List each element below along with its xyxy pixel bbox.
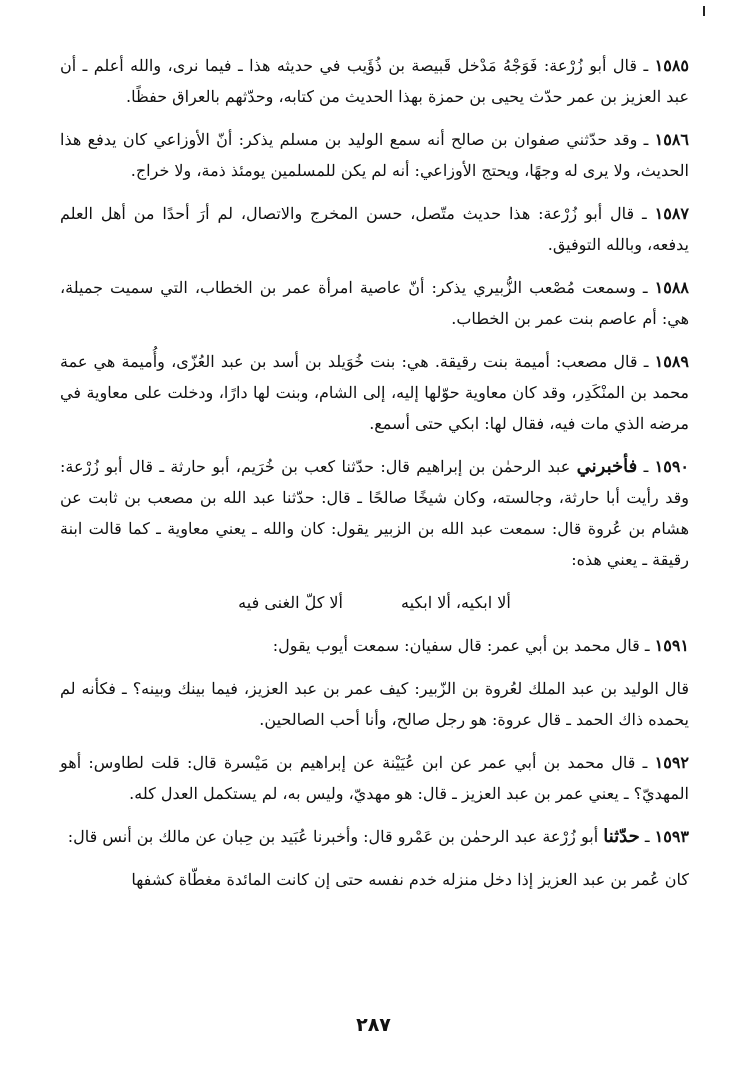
- paragraph-1588: [60, 272, 689, 334]
- paragraph-lead-word: فأخبرني: [576, 456, 638, 477]
- paragraph-text: ـ قال محمد بن أبي عمر عن ابن عُيَيْنة عن إبراهيم بن مَيْسرة قال: قلت لطاوس: أهو المهديّ؟ ـ يعني عمر بن عبد العزيز ـ قال: هو مهديّ، وليس به، لم يستكمل العدل كله.: [60, 753, 689, 803]
- paragraph-number: ١٥٨٥: [654, 56, 689, 75]
- paragraph-number: ١٥٩١: [654, 636, 689, 655]
- paragraph-1585: [60, 50, 689, 112]
- paragraph-1589: [60, 346, 689, 439]
- paragraph-text: ـ وقد حدّثني صفوان بن صالح أنه سمع الوليد بن مسلم يذكر: أنّ الأوزاعي كان يدفع هذا الحديث، ولا يرى له وجهًا، ويحتج الأوزاعي: أنه لم يكن للمسلمين يومئذ ذمة، ولا خراج.: [60, 130, 689, 180]
- page-content: [60, 50, 689, 907]
- paragraph-1587: [60, 198, 689, 260]
- quote-1593: كان عُمر بن عبد العزيز إذا دخل منزله خدم نفسه حتى إن كانت المائدة مغطّاة كشفها: [131, 870, 689, 889]
- poem-verse: [60, 587, 689, 618]
- paragraph-number: ١٥٨٦: [654, 130, 689, 149]
- paragraph-text: ـ وسمعت مُصْعب الزُّبيري يذكر: أنّ عاصية امرأة عمر بن الخطاب، التي سميت جميلة، هي: أم عاصم بنت عمر بن الخطاب.: [60, 278, 689, 328]
- paragraph-text: ـ قال أبو زُرْعة: فَوَجْهُ مَدْخل قَبيصة بن ذُؤَيب في حديثه هذا ـ فيما نرى، والله أعلم ـ أن عبد العزيز بن عمر حدّث يحيى بن حمزة بهذا الحديث من كتابه، وحدّثهم بالعراق حفظًا.: [60, 56, 689, 106]
- verse-first-hemistich: ألا ابكيه، ألا ابكيه: [401, 593, 511, 612]
- paragraph-1590: ١٥٩٠ ـ فأخبرني عبد الرحمٰن بن إبراهيم قال: حدّثنا كعب بن خُرَيم، أبو حارثة ـ قال أبو زُرْعة: وقد رأيت أبا حارثة، وجالسته، وكان شيخًا صالحًا ـ قال: حدّثنا عبد الله بن مصعب بن ثابت عن هشام بن عُروة قال: سمعت عبد الله بن الزبير يقول: كان والله ـ يعني معاوية ـ كما قالت ابنة رقيقة ـ يعني هذه:: [60, 456, 689, 569]
- verse-second-hemistich: ألا كلّ الغنى فيه: [238, 593, 343, 612]
- paragraph-number: ١٥٩٠: [654, 457, 689, 476]
- paragraph-1592: [60, 747, 689, 809]
- paragraph-text: ـ قال محمد بن أبي عمر: قال سفيان: سمعت أيوب يقول:: [272, 636, 655, 655]
- paragraph-text: ـ قال مصعب: أميمة بنت رقيقة. هي: بنت خُوَيلد بن أسد بن عبد العُزّى، وأُميمة هي عمة محمد بن المنْكَدِر، وقد كان معاوية حوّلها إليه، إلى الشام، وبنت لها دارًا، ودخلت على معاوية في مرضه الذي مات فيه، فقال لها: ابكي حتى أسمع.: [60, 352, 689, 433]
- paragraph-1586: [60, 124, 689, 186]
- paragraph-number: ١٥٨٨: [654, 278, 689, 297]
- paragraph-1593: ١٥٩٣ ـ حدّثنا أبو زُرْعة عبد الرحمٰن بن عَمْرو قال: وأخبرنا عُبَيد بن حِبان عن مالك بن أنس قال:: [67, 826, 689, 847]
- quote-1591: قال الوليد بن عبد الملك لعُروة بن الزّبير: كيف عمر بن عبد العزيز، فيما بينك وبينه؟ ـ فكأنه لم يحمده ذاك الحمد ـ قال عروة: هو رجل صالح، وأنا أحب الصالحين.: [60, 679, 689, 729]
- paragraph-text: أبو زُرْعة عبد الرحمٰن بن عَمْرو قال: وأخبرنا عُبَيد بن حِبان عن مالك بن أنس قال:: [67, 827, 604, 846]
- margin-mark: [703, 6, 705, 16]
- paragraph-lead-word: حدّثنا: [603, 826, 640, 847]
- paragraph-text: ـ قال أبو زُرْعة: هذا حديث متّصل، حسن المخرج والاتصال، لم أرَ أحدًا من أهل العلم يدفعه، وبالله التوفيق.: [60, 204, 689, 254]
- paragraph-1591: [60, 630, 689, 661]
- paragraph-number: ١٥٨٧: [654, 204, 689, 223]
- page-number: ٢٨٧: [356, 1014, 391, 1036]
- paragraph-text: عبد الرحمٰن بن إبراهيم قال: حدّثنا كعب بن خُرَيم، أبو حارثة ـ قال أبو زُرْعة: وقد رأيت أبا حارثة، وجالسته، وكان شيخًا صالحًا ـ قال: حدّثنا عبد الله بن مصعب بن ثابت عن هشام بن عُروة قال: سمعت عبد الله بن الزبير يقول: كان والله ـ يعني معاوية ـ كما قالت ابنة رقيقة ـ يعني هذه:: [60, 457, 689, 569]
- paragraph-number: ١٥٨٩: [654, 352, 689, 371]
- paragraph-number: ١٥٩٢: [654, 753, 689, 772]
- paragraph-number: ١٥٩٣: [654, 827, 689, 846]
